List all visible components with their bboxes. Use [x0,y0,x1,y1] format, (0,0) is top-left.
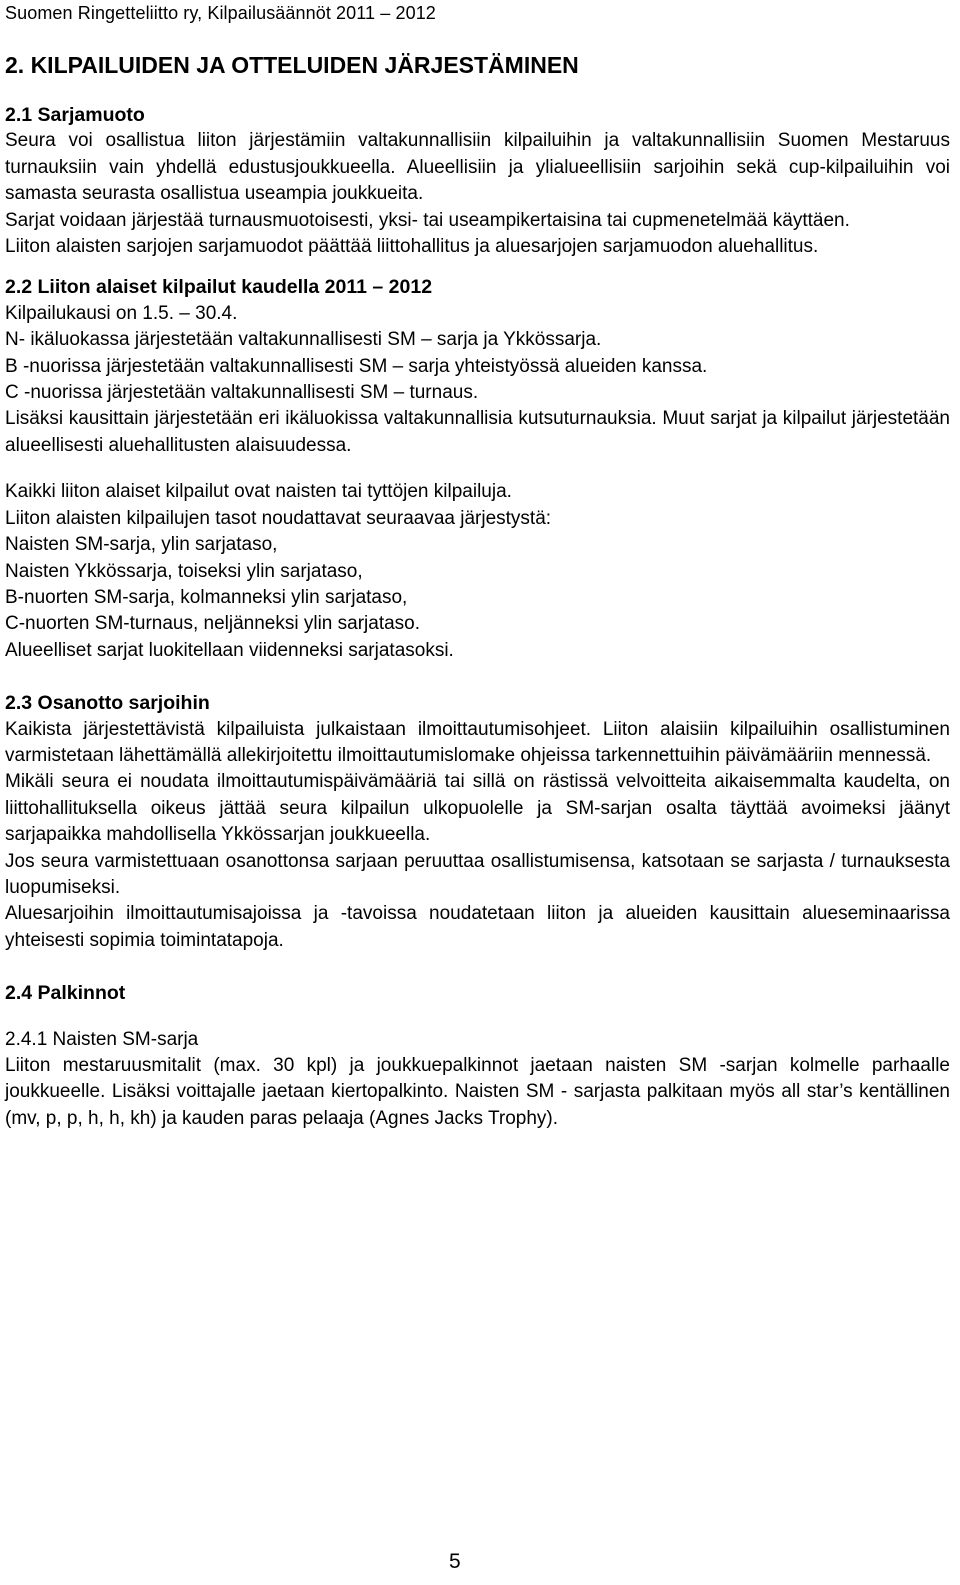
paragraph: Kaikista järjestettävistä kilpailuista julkaistaan ilmoittautumisohjeet. Liiton alaisiin kilpailuihin osallistuminen varmistetaan lähettämällä allekirjoitettu ilmoittautumislomake ohjeissa tarkennettuihin päivämääriin mennessä. [5,718,950,766]
chapter-title: 2. KILPAILUIDEN JA OTTELUIDEN JÄRJESTÄMINEN [5,52,579,78]
section-heading: 2.4 Palkinnot [5,982,126,1005]
paragraph: Liiton mestaruusmitalit (max. 30 kpl) ja joukkuepalkinnot jaetaan naisten SM -sarjan kolmelle parhaalle joukkueelle. Lisäksi voittajalle jaetaan kiertopalkinto. Naisten SM - sarjasta palkitaan myös all star’s kentällinen (mv, p, p, h, h, kh) ja kauden paras pelaaja (Agnes Jacks Trophy). [5,1055,950,1129]
section-2-2 [5,274,950,664]
text-line: Alueelliset sarjat luokitellaan viidenneksi sarjatasoksi. [5,639,454,661]
section-2-4 [5,980,950,1132]
text-line: Naisten SM-sarja, ylin sarjataso, [5,534,278,556]
running-header: Suomen Ringetteliitto ry, Kilpailusäännöt 2011 – 2012 [5,3,436,23]
document-body [5,50,950,1132]
text-line: Kilpailukausi on 1.5. – 30.4. [5,302,238,324]
text-line: Kaikki liiton alaiset kilpailut ovat naisten tai tyttöjen kilpailuja. [5,481,512,503]
paragraph: Lisäksi kausittain järjestetään eri ikäluokissa valtakunnallisia kutsuturnauksia. Muut sarjat ja kilpailut järjestetään alueellisesti aluehallitusten alaisuudessa. [5,408,950,456]
paragraph: Sarjat voidaan järjestää turnausmuotoisesti, yksi- tai useampikertaisina tai cupmenetelmää käyttäen. [5,209,850,231]
section-heading: 2.1 Sarjamuoto [5,104,145,126]
text-line: Liiton alaisten kilpailujen tasot noudattavat seuraavaa järjestystä: [5,507,552,529]
section-heading: 2.2 Liiton alaiset kilpailut kaudella 2011 – 2012 [5,276,433,299]
text-line: C-nuorten SM-turnaus, neljänneksi ylin sarjataso. [5,613,421,635]
subsection-heading: 2.4.1 Naisten SM-sarja [5,1028,199,1050]
section-2-1 [5,102,950,260]
page-number: 5 [449,1550,461,1573]
paragraph: Jos seura varmistettuaan osanottonsa sarjaan peruuttaa osallistumisensa, katsotaan se sarjasta / turnauksesta luopumiseksi. [5,850,950,898]
section-heading: 2.3 Osanotto sarjoihin [5,692,210,715]
paragraph: Seura voi osallistua liiton järjestämiin valtakunnallisiin kilpailuihin ja valtakunnallisiin Suomen Mestaruus turnauksiin vain yhdellä edustusjoukkueella. Alueellisiin ja ylialueellisiin sarjoihin sekä cup-kilpailuihin voi samasta seurasta osallistua useampia joukkueita. [5,130,950,205]
paragraph: Aluesarjoihin ilmoittautumisajoissa ja -tavoissa noudatetaan liiton ja alueiden kausittain alueseminaarissa yhteisesti sopimia toimintatapoja. [5,903,950,951]
text-line: C -nuorissa järjestetään valtakunnallisesti SM – turnaus. [5,382,479,404]
text-line: B-nuorten SM-sarja, kolmanneksi ylin sarjataso, [5,586,408,608]
section-2-3 [5,690,950,954]
text-line: Naisten Ykkössarja, toiseksi ylin sarjataso, [5,560,363,582]
paragraph: Liiton alaisten sarjojen sarjamuodot päättää liittohallitus ja aluesarjojen sarjamuodon aluehallitus. [5,236,819,258]
paragraph: Mikäli seura ei noudata ilmoittautumispäivämääriä tai sillä on rästissä velvoitteita aikaisemmalta kaudelta, on liittohallituksella oikeus jättää seura kilpailun ulkopuolelle ja SM-sarjan osalta täyttää avoimeksi jäänyt sarjapaikka mahdollisella Ykkössarjan joukkueella. [5,771,950,846]
text-line: B -nuorissa järjestetään valtakunnallisesti SM – sarja yhteistyössä alueiden kanssa. [5,355,708,377]
text-line: N- ikäluokassa järjestetään valtakunnallisesti SM – sarja ja Ykkössarja. [5,329,602,351]
